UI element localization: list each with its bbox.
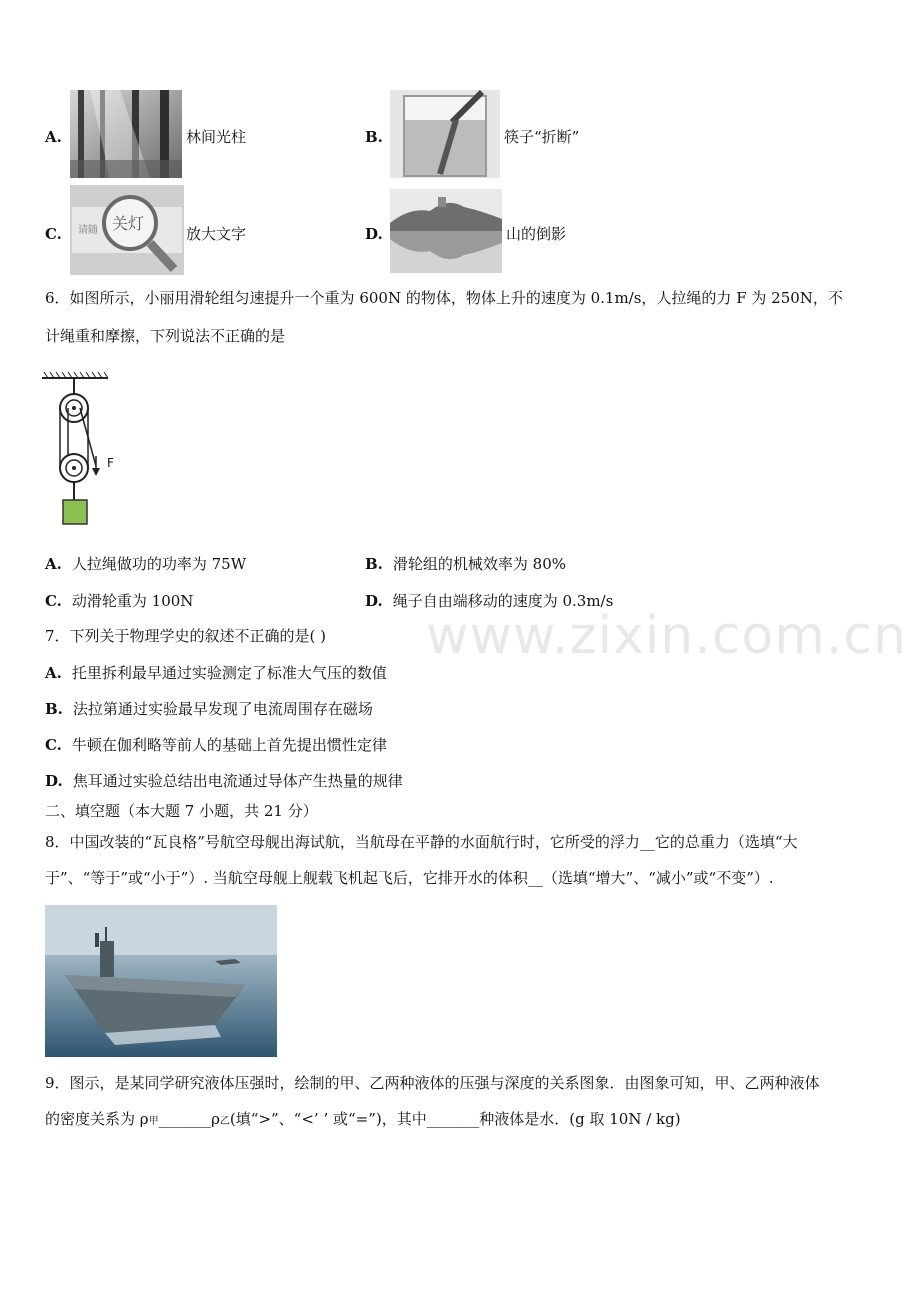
q7-option-a [45, 662, 387, 684]
q9-line2-c: 种液体是水．(g 取 10N / kg) [479, 1110, 681, 1128]
q8-line2: 于”、“等于”或“小于”）. 当航空母舰上舰载飞机起飞后，它排开水的体积__（选填“增大”、“减小”或“不变”）. [45, 869, 774, 887]
q7-stem: 7．下列关于物理学史的叙述不正确的是( ) [45, 627, 327, 645]
sign-text: 请随 [78, 225, 98, 236]
q9-blank1: _______ [158, 1110, 212, 1128]
q6-option-c-text: 动滑轮重为 100N [71, 592, 194, 610]
q5-option-b-letter: B. [365, 128, 383, 146]
q7-option-b-letter: B. [45, 700, 63, 718]
q7-option-b [45, 698, 373, 720]
q6-stem-line2: 计绳重和摩擦，下列说法不正确的是 [45, 327, 286, 345]
q6-option-d-letter: D. [365, 592, 383, 610]
q9-line2-b: (填“>”、“<’ ’ 或“=”)，其中 [229, 1110, 427, 1128]
mountain-reflection-photo [390, 189, 502, 273]
q5-option-c-letter: C. [45, 225, 62, 243]
magnifier-text-photo [70, 185, 184, 275]
q9-rho2: ρ [211, 1110, 220, 1128]
q7-option-c-text: 牛顿在伽利略等前人的基础上首先提出惯性定律 [71, 736, 387, 754]
q9-line1: 9．图示，是某同学研究液体压强时，绘制的甲、乙两种液体的压强与深度的关系图象．由图象可知，甲、乙两种液体 [45, 1074, 820, 1092]
q7-option-a-text: 托里拆利最早通过实验测定了标准大气压的数值 [71, 664, 387, 682]
pulley-system-diagram [40, 372, 130, 532]
q7-option-d-letter: D. [45, 772, 63, 790]
q9-blank2: _______ [426, 1110, 480, 1128]
q9-sub-jia: 甲 [148, 1116, 159, 1127]
q5-option-d-letter: D. [365, 225, 383, 243]
q9-sub-yi: 乙 [219, 1116, 230, 1127]
q6-option-a [45, 553, 246, 575]
section-heading: 二、填空题（本大题 7 小题，共 21 分） [45, 802, 318, 820]
q6-option-a-letter: A. [45, 555, 62, 573]
q6-option-b-letter: B. [365, 555, 383, 573]
q6-option-a-text: 人拉绳做功的功率为 75W [71, 555, 247, 573]
q6-option-c [45, 590, 193, 612]
q7-option-b-text: 法拉第通过实验最早发现了电流周围存在磁场 [72, 700, 373, 718]
forest-light-photo [70, 90, 182, 178]
q8-line1: 8．中国改装的“瓦良格”号航空母舰出海试航，当航母在平静的水面航行时，它所受的浮力__它的总重力（选填“大 [45, 833, 798, 851]
chopstick-in-water-photo [390, 90, 500, 178]
q5-option-a-letter: A. [45, 128, 62, 146]
q6-option-c-letter: C. [45, 592, 62, 610]
q7-option-c [45, 734, 387, 756]
q5-option-b-caption: 筷子“折断” [504, 128, 580, 146]
q6-stem-line1: 6．如图所示，小丽用滑轮组匀速提升一个重为 600N 的物体，物体上升的速度为 0.1m/s，人拉绳的力 F 为 250N，不 [45, 289, 843, 307]
q9-line2-a: 的密度关系为 ρ [45, 1110, 149, 1128]
magnifier-text: 关灯 [112, 214, 145, 233]
q6-option-b-text: 滑轮组的机械效率为 80% [392, 555, 567, 573]
q5-option-a-caption: 林间光柱 [186, 128, 247, 146]
watermark: www.zixin.com.cn [426, 606, 907, 666]
q7-option-a-letter: A. [45, 664, 62, 682]
q7-option-d-text: 焦耳通过实验总结出电流通过导体产生热量的规律 [72, 772, 403, 790]
q7-option-c-letter: C. [45, 736, 62, 754]
q5-option-c-caption: 放大文字 [186, 225, 247, 243]
aircraft-carrier-photo [45, 905, 277, 1057]
q7-option-d [45, 770, 403, 792]
force-label: F [107, 456, 114, 470]
q6-option-d-text: 绳子自由端移动的速度为 0.3m/s [392, 592, 614, 610]
q9-line2 [45, 1108, 681, 1133]
q6-option-b [365, 553, 566, 575]
q5-option-d-caption: 山的倒影 [506, 225, 567, 243]
